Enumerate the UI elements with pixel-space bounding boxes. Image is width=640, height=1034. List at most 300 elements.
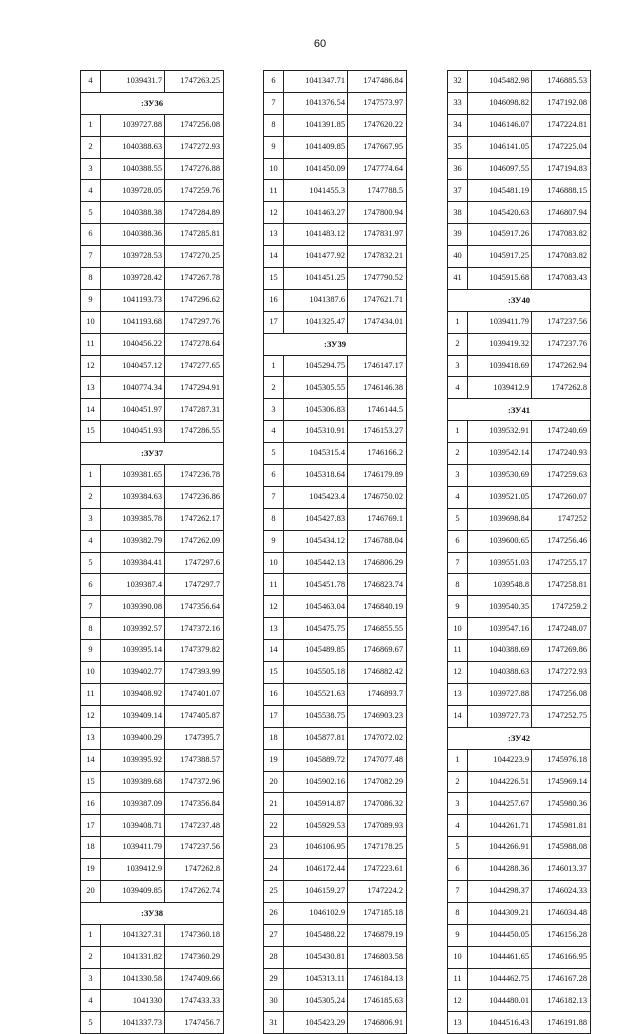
- x-coordinate-cell: 1041463.27: [284, 202, 348, 224]
- point-number-cell: 26: [264, 902, 284, 924]
- x-coordinate-cell: 1044516.43: [468, 1012, 532, 1034]
- point-number-cell: 41: [448, 268, 468, 290]
- table-row: [448, 530, 591, 552]
- y-coordinate-cell: 1746803.58: [348, 946, 407, 968]
- table-row: [448, 837, 591, 859]
- y-coordinate-cell: 1747277.65: [165, 355, 224, 377]
- y-coordinate-cell: 1747083.82: [532, 224, 591, 246]
- point-number-cell: 38: [448, 202, 468, 224]
- y-coordinate-cell: 1747832.21: [348, 246, 407, 268]
- point-number-cell: 6: [264, 465, 284, 487]
- point-number-cell: 13: [264, 618, 284, 640]
- point-number-cell: 2: [448, 771, 468, 793]
- point-number-cell: 5: [264, 443, 284, 465]
- point-number-cell: 25: [264, 880, 284, 902]
- table-row: [448, 968, 591, 990]
- table-row: [448, 705, 591, 727]
- x-coordinate-cell: 1044309.21: [468, 902, 532, 924]
- point-number-cell: 33: [448, 92, 468, 114]
- point-number-cell: 1: [81, 465, 101, 487]
- point-number-cell: 10: [264, 158, 284, 180]
- y-coordinate-cell: 1747252.75: [532, 705, 591, 727]
- y-coordinate-cell: 1747297.76: [165, 311, 224, 333]
- y-coordinate-cell: 1746879.19: [348, 924, 407, 946]
- y-coordinate-cell: 1747788.5: [348, 180, 407, 202]
- y-coordinate-cell: 1746034.48: [532, 902, 591, 924]
- point-number-cell: 7: [81, 596, 101, 618]
- point-number-cell: 20: [264, 771, 284, 793]
- table-row: [264, 224, 407, 246]
- point-number-cell: 15: [81, 421, 101, 443]
- table-row: [264, 815, 407, 837]
- point-number-cell: 1: [448, 749, 468, 771]
- x-coordinate-cell: 1039390.08: [101, 596, 165, 618]
- y-coordinate-cell: 1746184.13: [348, 968, 407, 990]
- table-row: [264, 749, 407, 771]
- y-coordinate-cell: 1746182.13: [532, 990, 591, 1012]
- x-coordinate-cell: 1041391.85: [284, 114, 348, 136]
- point-number-cell: 9: [448, 596, 468, 618]
- y-coordinate-cell: 1746893.7: [348, 683, 407, 705]
- x-coordinate-cell: 1044261.71: [468, 815, 532, 837]
- y-coordinate-cell: 1747259.63: [532, 465, 591, 487]
- table-row: [81, 224, 224, 246]
- x-coordinate-cell: 1041193.68: [101, 311, 165, 333]
- point-number-cell: 36: [448, 158, 468, 180]
- point-number-cell: 32: [448, 71, 468, 93]
- y-coordinate-cell: 1747284.89: [165, 202, 224, 224]
- y-coordinate-cell: 1746166.2: [348, 443, 407, 465]
- x-coordinate-cell: 1045929.53: [284, 815, 348, 837]
- y-coordinate-cell: 1747409.66: [165, 968, 224, 990]
- x-coordinate-cell: 1046098.82: [468, 92, 532, 114]
- x-coordinate-cell: 1045889.72: [284, 749, 348, 771]
- x-coordinate-cell: 1041451.25: [284, 268, 348, 290]
- table-row: [448, 924, 591, 946]
- x-coordinate-cell: 1046141.05: [468, 136, 532, 158]
- point-number-cell: 2: [81, 486, 101, 508]
- y-coordinate-cell: 1747262.8: [165, 859, 224, 881]
- table-row: [448, 333, 591, 355]
- point-number-cell: 5: [448, 508, 468, 530]
- table-row: [264, 355, 407, 377]
- point-number-cell: 10: [81, 311, 101, 333]
- point-number-cell: 3: [448, 465, 468, 487]
- point-number-cell: 6: [448, 859, 468, 881]
- point-number-cell: 13: [81, 377, 101, 399]
- parcel-label: :ЗУ40: [448, 289, 591, 311]
- point-number-cell: 31: [264, 1012, 284, 1034]
- table-row: [448, 749, 591, 771]
- x-coordinate-cell: 1044288.36: [468, 859, 532, 881]
- table-row: [264, 443, 407, 465]
- y-coordinate-cell: 1747259.76: [165, 180, 224, 202]
- point-number-cell: 30: [264, 990, 284, 1012]
- y-coordinate-cell: 1747192.08: [532, 92, 591, 114]
- y-coordinate-cell: 1747248.07: [532, 618, 591, 640]
- x-coordinate-cell: 1039551.03: [468, 552, 532, 574]
- table-row: [448, 946, 591, 968]
- y-coordinate-cell: 1747185.18: [348, 902, 407, 924]
- table-row: [264, 574, 407, 596]
- coordinate-table: [80, 70, 224, 1034]
- table-row: [448, 92, 591, 114]
- y-coordinate-cell: 1747082.29: [348, 771, 407, 793]
- table-row: [81, 465, 224, 487]
- y-coordinate-cell: 1747360.29: [165, 946, 224, 968]
- x-coordinate-cell: 1041331.82: [101, 946, 165, 968]
- x-coordinate-cell: 1041347.71: [284, 71, 348, 93]
- y-coordinate-cell: 1746885.53: [532, 71, 591, 93]
- y-coordinate-cell: 1747260.07: [532, 486, 591, 508]
- x-coordinate-cell: 1041455.3: [284, 180, 348, 202]
- x-coordinate-cell: 1046106.95: [284, 837, 348, 859]
- x-coordinate-cell: 1045423.4: [284, 486, 348, 508]
- table-row: [81, 180, 224, 202]
- table-row: [264, 486, 407, 508]
- point-number-cell: 19: [81, 859, 101, 881]
- x-coordinate-cell: 1039418.69: [468, 355, 532, 377]
- table-row: [264, 683, 407, 705]
- table-row: [448, 793, 591, 815]
- x-coordinate-cell: 1040388.38: [101, 202, 165, 224]
- point-number-cell: 37: [448, 180, 468, 202]
- table-row: [264, 837, 407, 859]
- y-coordinate-cell: 1746823.74: [348, 574, 407, 596]
- table-row: [81, 574, 224, 596]
- table-row: [448, 574, 591, 596]
- table-row: [81, 662, 224, 684]
- x-coordinate-cell: 1039411.79: [101, 837, 165, 859]
- y-coordinate-cell: 1746750.02: [348, 486, 407, 508]
- point-number-cell: 22: [264, 815, 284, 837]
- point-number-cell: 4: [81, 990, 101, 1012]
- table-row: [81, 640, 224, 662]
- table-row: [448, 1012, 591, 1034]
- table-row: [448, 552, 591, 574]
- point-number-cell: 8: [448, 574, 468, 596]
- x-coordinate-cell: 1039409.14: [101, 705, 165, 727]
- x-coordinate-cell: 1039547.16: [468, 618, 532, 640]
- point-number-cell: 9: [81, 640, 101, 662]
- x-coordinate-cell: 1039385.78: [101, 508, 165, 530]
- y-coordinate-cell: 1747089.93: [348, 815, 407, 837]
- y-coordinate-cell: 1747237.76: [532, 333, 591, 355]
- table-row: [264, 771, 407, 793]
- parcel-label: :ЗУ37: [81, 443, 224, 465]
- point-number-cell: 24: [264, 859, 284, 881]
- y-coordinate-cell: 1747372.96: [165, 771, 224, 793]
- parcel-header-row: [264, 333, 407, 355]
- table-row: [264, 508, 407, 530]
- point-number-cell: 11: [81, 333, 101, 355]
- y-coordinate-cell: 1747224.81: [532, 114, 591, 136]
- y-coordinate-cell: 1746888.15: [532, 180, 591, 202]
- point-number-cell: 3: [81, 508, 101, 530]
- y-coordinate-cell: 1746903.23: [348, 705, 407, 727]
- table-row: [81, 618, 224, 640]
- point-number-cell: 3: [81, 968, 101, 990]
- table-row: [448, 486, 591, 508]
- point-number-cell: 11: [264, 574, 284, 596]
- point-number-cell: 17: [264, 311, 284, 333]
- point-number-cell: 28: [264, 946, 284, 968]
- point-number-cell: 15: [81, 771, 101, 793]
- x-coordinate-cell: 1039381.65: [101, 465, 165, 487]
- point-number-cell: 29: [264, 968, 284, 990]
- table-row: [81, 859, 224, 881]
- table-row: [264, 618, 407, 640]
- y-coordinate-cell: 1747272.93: [165, 136, 224, 158]
- point-number-cell: 13: [81, 727, 101, 749]
- point-number-cell: 8: [81, 268, 101, 290]
- x-coordinate-cell: 1045313.11: [284, 968, 348, 990]
- point-number-cell: 23: [264, 837, 284, 859]
- y-coordinate-cell: 1747236.78: [165, 465, 224, 487]
- point-number-cell: 8: [264, 508, 284, 530]
- x-coordinate-cell: 1039419.32: [468, 333, 532, 355]
- y-coordinate-cell: 1746146.38: [348, 377, 407, 399]
- x-coordinate-cell: 1039387.09: [101, 793, 165, 815]
- x-coordinate-cell: 1039384.63: [101, 486, 165, 508]
- x-coordinate-cell: 1045481.19: [468, 180, 532, 202]
- table-row: [81, 508, 224, 530]
- y-coordinate-cell: 1747223.61: [348, 859, 407, 881]
- table-row: [448, 662, 591, 684]
- x-coordinate-cell: 1044450.05: [468, 924, 532, 946]
- y-coordinate-cell: 1747256.08: [532, 683, 591, 705]
- point-number-cell: 1: [264, 355, 284, 377]
- y-coordinate-cell: 1747372.16: [165, 618, 224, 640]
- table-row: [81, 399, 224, 421]
- point-number-cell: 2: [448, 443, 468, 465]
- table-row: [448, 114, 591, 136]
- point-number-cell: 5: [81, 552, 101, 574]
- x-coordinate-cell: 1040451.97: [101, 399, 165, 421]
- x-coordinate-cell: 1041325.47: [284, 311, 348, 333]
- point-number-cell: 3: [448, 793, 468, 815]
- y-coordinate-cell: 1747194.83: [532, 158, 591, 180]
- x-coordinate-cell: 1040388.63: [101, 136, 165, 158]
- x-coordinate-cell: 1045505.18: [284, 662, 348, 684]
- y-coordinate-cell: 1747262.8: [532, 377, 591, 399]
- coordinate-table: [447, 70, 591, 1034]
- table-row: [448, 202, 591, 224]
- table-row: [81, 837, 224, 859]
- point-number-cell: 11: [448, 640, 468, 662]
- y-coordinate-cell: 1747272.93: [532, 662, 591, 684]
- parcel-header-row: [448, 289, 591, 311]
- table-row: [264, 158, 407, 180]
- y-coordinate-cell: 1747297.6: [165, 552, 224, 574]
- point-number-cell: 9: [448, 924, 468, 946]
- y-coordinate-cell: 1746191.88: [532, 1012, 591, 1034]
- point-number-cell: 12: [264, 596, 284, 618]
- point-number-cell: 16: [264, 289, 284, 311]
- table-row: [448, 990, 591, 1012]
- x-coordinate-cell: 1045305.24: [284, 990, 348, 1012]
- table-row: [81, 486, 224, 508]
- point-number-cell: 6: [81, 224, 101, 246]
- x-coordinate-cell: 1039728.53: [101, 246, 165, 268]
- table-row: [448, 268, 591, 290]
- x-coordinate-cell: 1040774.34: [101, 377, 165, 399]
- point-number-cell: 39: [448, 224, 468, 246]
- x-coordinate-cell: 1045294.75: [284, 355, 348, 377]
- coordinate-table-column-1: [80, 70, 224, 1034]
- y-coordinate-cell: 1746167.28: [532, 968, 591, 990]
- x-coordinate-cell: 1039727.88: [468, 683, 532, 705]
- table-row: [448, 158, 591, 180]
- table-row: [81, 683, 224, 705]
- point-number-cell: 6: [264, 71, 284, 93]
- point-number-cell: 3: [448, 355, 468, 377]
- table-row: [264, 705, 407, 727]
- y-coordinate-cell: 1747278.64: [165, 333, 224, 355]
- point-number-cell: 2: [448, 333, 468, 355]
- point-number-cell: 14: [264, 640, 284, 662]
- point-number-cell: 13: [448, 683, 468, 705]
- table-row: [81, 727, 224, 749]
- coordinate-table-body: [264, 71, 407, 1034]
- table-row: [448, 71, 591, 93]
- point-number-cell: 10: [448, 946, 468, 968]
- y-coordinate-cell: 1747178.25: [348, 837, 407, 859]
- y-coordinate-cell: 1747262.17: [165, 508, 224, 530]
- x-coordinate-cell: 1044257.67: [468, 793, 532, 815]
- coordinate-table-body: [448, 71, 591, 1034]
- table-row: [448, 224, 591, 246]
- y-coordinate-cell: 1747573.97: [348, 92, 407, 114]
- table-row: [81, 71, 224, 93]
- y-coordinate-cell: 1747294.91: [165, 377, 224, 399]
- point-number-cell: 9: [81, 289, 101, 311]
- point-number-cell: 2: [81, 136, 101, 158]
- x-coordinate-cell: 1040388.55: [101, 158, 165, 180]
- point-number-cell: 12: [448, 662, 468, 684]
- x-coordinate-cell: 1045489.85: [284, 640, 348, 662]
- x-coordinate-cell: 1045475.75: [284, 618, 348, 640]
- x-coordinate-cell: 1041376.54: [284, 92, 348, 114]
- y-coordinate-cell: 1747401.07: [165, 683, 224, 705]
- y-coordinate-cell: 1747667.95: [348, 136, 407, 158]
- table-row: [264, 202, 407, 224]
- point-number-cell: 11: [264, 180, 284, 202]
- x-coordinate-cell: 1039384.41: [101, 552, 165, 574]
- x-coordinate-cell: 1045488.22: [284, 924, 348, 946]
- y-coordinate-cell: 1747072.02: [348, 727, 407, 749]
- y-coordinate-cell: 1747225.04: [532, 136, 591, 158]
- x-coordinate-cell: 1045305.55: [284, 377, 348, 399]
- y-coordinate-cell: 1746807.94: [532, 202, 591, 224]
- point-number-cell: 20: [81, 880, 101, 902]
- x-coordinate-cell: 1045318.64: [284, 465, 348, 487]
- x-coordinate-cell: 1045442.13: [284, 552, 348, 574]
- table-row: [264, 311, 407, 333]
- table-row: [81, 1012, 224, 1034]
- y-coordinate-cell: 1747356.84: [165, 793, 224, 815]
- y-coordinate-cell: 1747395.7: [165, 727, 224, 749]
- point-number-cell: 4: [81, 180, 101, 202]
- point-number-cell: 8: [81, 618, 101, 640]
- x-coordinate-cell: 1045310.91: [284, 421, 348, 443]
- point-number-cell: 12: [81, 355, 101, 377]
- point-number-cell: 17: [264, 705, 284, 727]
- x-coordinate-cell: 1045482.98: [468, 71, 532, 93]
- point-number-cell: 11: [448, 968, 468, 990]
- table-row: [264, 421, 407, 443]
- point-number-cell: 16: [81, 793, 101, 815]
- table-row: [81, 136, 224, 158]
- point-number-cell: 12: [448, 990, 468, 1012]
- point-number-cell: 5: [448, 837, 468, 859]
- point-number-cell: 4: [81, 530, 101, 552]
- x-coordinate-cell: 1039548.8: [468, 574, 532, 596]
- y-coordinate-cell: 1747267.78: [165, 268, 224, 290]
- table-row: [264, 71, 407, 93]
- y-coordinate-cell: 1747255.17: [532, 552, 591, 574]
- y-coordinate-cell: 1746806.91: [348, 1012, 407, 1034]
- y-coordinate-cell: 1747270.25: [165, 246, 224, 268]
- x-coordinate-cell: 1039698.84: [468, 508, 532, 530]
- table-row: [264, 180, 407, 202]
- point-number-cell: 35: [448, 136, 468, 158]
- y-coordinate-cell: 1747620.22: [348, 114, 407, 136]
- point-number-cell: 1: [81, 114, 101, 136]
- table-row: [448, 311, 591, 333]
- table-row: [81, 793, 224, 815]
- table-row: [448, 355, 591, 377]
- y-coordinate-cell: 1746185.63: [348, 990, 407, 1012]
- y-coordinate-cell: 1747286.55: [165, 421, 224, 443]
- table-row: [264, 530, 407, 552]
- x-coordinate-cell: 1045917.25: [468, 246, 532, 268]
- point-number-cell: 14: [264, 246, 284, 268]
- point-number-cell: 7: [81, 246, 101, 268]
- point-number-cell: 18: [264, 727, 284, 749]
- point-number-cell: 10: [81, 662, 101, 684]
- table-row: [264, 640, 407, 662]
- x-coordinate-cell: 1041387.6: [284, 289, 348, 311]
- x-coordinate-cell: 1045427.83: [284, 508, 348, 530]
- y-coordinate-cell: 1747285.81: [165, 224, 224, 246]
- table-row: [448, 771, 591, 793]
- x-coordinate-cell: 1046097.55: [468, 158, 532, 180]
- x-coordinate-cell: 1039408.71: [101, 815, 165, 837]
- table-row: [81, 355, 224, 377]
- table-row: [448, 902, 591, 924]
- y-coordinate-cell: 1747237.48: [165, 815, 224, 837]
- point-number-cell: 9: [264, 136, 284, 158]
- y-coordinate-cell: 1746869.67: [348, 640, 407, 662]
- point-number-cell: 14: [448, 705, 468, 727]
- y-coordinate-cell: 1746166.95: [532, 946, 591, 968]
- x-coordinate-cell: 1045315.4: [284, 443, 348, 465]
- table-row: [264, 246, 407, 268]
- x-coordinate-cell: 1039402.77: [101, 662, 165, 684]
- y-coordinate-cell: 1747388.57: [165, 749, 224, 771]
- x-coordinate-cell: 1041477.92: [284, 246, 348, 268]
- point-number-cell: 17: [81, 815, 101, 837]
- y-coordinate-cell: 1747287.31: [165, 399, 224, 421]
- y-coordinate-cell: 1746855.55: [348, 618, 407, 640]
- x-coordinate-cell: 1040388.36: [101, 224, 165, 246]
- table-row: [448, 815, 591, 837]
- point-number-cell: 4: [448, 486, 468, 508]
- x-coordinate-cell: 1041330.58: [101, 968, 165, 990]
- x-coordinate-cell: 1044298.37: [468, 880, 532, 902]
- point-number-cell: 8: [264, 114, 284, 136]
